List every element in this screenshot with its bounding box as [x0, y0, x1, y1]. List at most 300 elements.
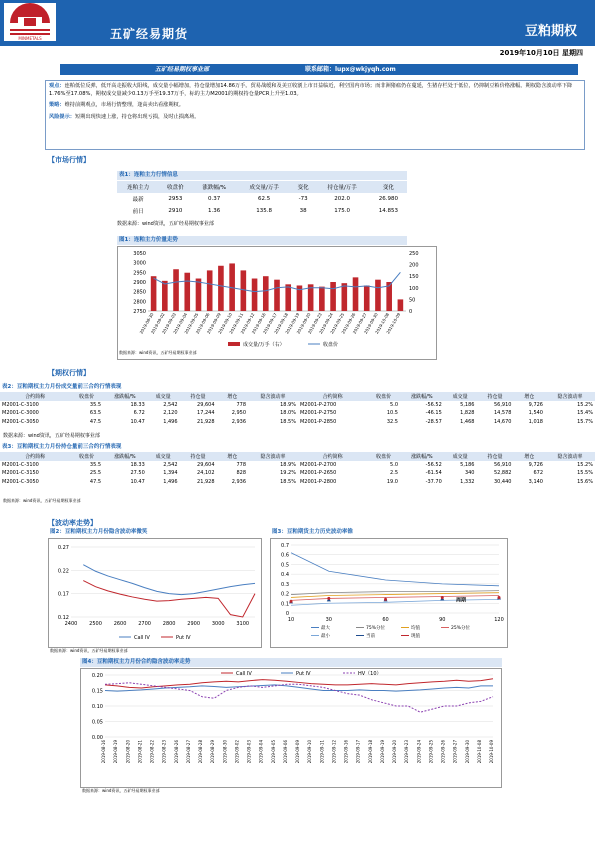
- y2-tick-label: 150: [409, 274, 419, 281]
- table-cell: 9,726: [528, 401, 543, 408]
- oi-top3-table: [0, 452, 595, 486]
- table-cell: M2001-P-2700: [299, 401, 337, 408]
- table-cell: 135.8: [256, 208, 273, 214]
- table-cell: M2001-P-2750: [299, 410, 337, 417]
- table-header-cell: 合约简称: [0, 452, 70, 461]
- table-cell: 10.5: [386, 410, 398, 417]
- table-header-cell: 涨跌幅/%: [192, 181, 237, 193]
- x-tick-label: 2019-09-10: [217, 312, 233, 335]
- table-cell: 26.980: [378, 196, 398, 202]
- table-row: [0, 409, 595, 418]
- y-tick-label: 0.20: [91, 673, 103, 679]
- x-tick-label: 2500: [89, 621, 102, 627]
- table-cell: 47.5: [89, 478, 102, 485]
- table-cell: -37.70: [425, 478, 442, 485]
- view-paragraph: [46, 81, 584, 100]
- table-row: [0, 418, 595, 427]
- table3-title: 表3：豆粕期权主力月份持仓量前三合约行情表现: [0, 443, 595, 452]
- chart1-frame: [117, 246, 437, 360]
- x-tick-label: 2019-09-23: [404, 740, 410, 764]
- y-tick-label: 0.10: [91, 704, 103, 710]
- chart1-source: 数据来源：wind资讯，五矿经易期权事业部: [119, 350, 197, 355]
- y-tick-label: 0.7: [281, 543, 289, 549]
- x-tick-label: 2600: [113, 621, 127, 627]
- company-logo-icon: [4, 3, 56, 41]
- table-cell: 29,604: [197, 461, 215, 468]
- cone-line: [291, 599, 499, 605]
- x-tick-label: 2019-09-18: [367, 740, 373, 764]
- table-header-cell: 隐含波动率: [545, 452, 595, 461]
- table-header-cell: 涨跌幅/%: [400, 452, 444, 461]
- x-tick-label: 2019-08-27: [185, 740, 191, 764]
- table-header-cell: 增仓: [513, 452, 545, 461]
- table-cell: 5.0: [390, 401, 398, 408]
- volume-bar: [218, 266, 224, 311]
- chart4-source: 数据来源：wind资讯，五矿经易期权事业部: [82, 788, 160, 793]
- volume-bar: [196, 279, 202, 311]
- cone-line: [291, 553, 499, 586]
- volume-bar: [252, 279, 258, 311]
- table-cell: 18.0%: [280, 410, 296, 417]
- y-tick-label: 3000: [133, 260, 146, 267]
- table3-source: 数据来源：wind资讯，五矿经易期权事业部: [3, 498, 81, 503]
- table-header-cell: 隐含波动率: [248, 452, 298, 461]
- x-tick-label: 3000: [211, 621, 225, 627]
- legend-label: Call IV: [236, 671, 252, 677]
- table-cell: 14,578: [493, 410, 512, 417]
- y-tick-label: 2900: [133, 280, 146, 286]
- x-tick-label: 2019-10-09: [385, 312, 402, 335]
- table1-title: 表1：连粕主力行情信息: [117, 171, 407, 180]
- x-tick-label: 2400: [64, 621, 78, 627]
- volume-bar: [151, 276, 157, 311]
- table-cell: -56.52: [425, 461, 442, 468]
- table-cell: 29,604: [197, 401, 215, 408]
- x-tick-label: 2019-10-09: [489, 740, 494, 764]
- x-tick-label: 2019-09-12: [239, 312, 256, 335]
- table-cell: 18.9%: [280, 461, 296, 468]
- table-cell: 175.0: [334, 208, 350, 214]
- present-marker: [327, 597, 330, 600]
- chart4-frame: [80, 668, 502, 788]
- table-header-cell: 合约简称: [298, 392, 367, 401]
- table-cell: 24,102: [197, 470, 215, 477]
- table1-source: 数据来源：wind资讯，五矿经易期权事业部: [117, 221, 214, 227]
- x-tick-label: 30: [325, 617, 333, 623]
- y-tick-label: 0.12: [57, 615, 69, 621]
- x-tick-label: 2019-09-19: [379, 740, 385, 764]
- table-cell: 1,394: [163, 470, 178, 477]
- table-cell: 17,244: [197, 410, 215, 417]
- legend-label: Call IV: [134, 635, 150, 641]
- table-header-cell: 合约简称: [0, 392, 70, 401]
- table-row: [0, 401, 595, 410]
- table-cell: M2001-P-2650: [299, 470, 337, 477]
- report-header: [0, 0, 595, 46]
- contact-email[interactable]: 联系邮箱：lupx@wkjyqh.com: [305, 66, 396, 73]
- y2-tick-label: 0: [409, 309, 413, 315]
- table-cell: 15.4%: [577, 410, 593, 417]
- y2-tick-label: 100: [409, 285, 419, 292]
- y-tick-label: 2850: [133, 289, 146, 296]
- legend-label: 收盘价: [323, 342, 339, 348]
- x-tick-label: 2019-08-19: [113, 740, 119, 764]
- table-row: [0, 478, 595, 487]
- table-header-cell: 成交量: [147, 392, 180, 401]
- x-tick-label: 2019-09-26: [440, 740, 446, 764]
- table-cell: -73: [298, 196, 308, 202]
- table-cell: 2,936: [231, 478, 247, 485]
- y-tick-label: 0.3: [281, 581, 289, 588]
- table-cell: 18.9%: [280, 401, 296, 408]
- table-row: [0, 461, 595, 470]
- y-tick-label: 0.27: [57, 545, 69, 551]
- table-cell: 14,670: [493, 418, 512, 425]
- x-tick-label: 2019-09-06: [194, 312, 211, 335]
- x-tick-label: 2019-08-20: [125, 740, 131, 764]
- risk-paragraph: [46, 112, 584, 124]
- table-cell: -56.52: [425, 401, 442, 408]
- table-cell: 21,928: [197, 478, 215, 485]
- x-tick-label: 2019-09-30: [362, 312, 379, 335]
- x-tick-label: 2019-09-27: [351, 312, 368, 335]
- cone-line: [291, 591, 499, 595]
- x-tick-label: 2019-09-20: [392, 740, 397, 764]
- x-tick-label: 2019-09-17: [355, 740, 361, 764]
- chart2-frame: [48, 538, 262, 648]
- legend-label: 当前: [366, 634, 375, 639]
- dept-name: 五矿经易期权事业部: [155, 66, 210, 73]
- table-cell: 21,928: [197, 418, 215, 425]
- x-tick-label: 3100: [236, 621, 250, 627]
- table-cell: 15.7%: [577, 418, 593, 425]
- table-cell: 56,910: [493, 461, 512, 468]
- y-tick-label: 0: [285, 611, 289, 617]
- strategy-paragraph: [46, 100, 584, 112]
- table-header-cell: 持仓量: [180, 392, 217, 401]
- price-volume-chart: [118, 247, 436, 359]
- table-cell: M2001-C-3150: [2, 470, 39, 477]
- table-cell: 18.33: [130, 401, 145, 408]
- table-header-cell: 收盘价: [159, 181, 192, 193]
- table-cell: 10.47: [130, 418, 145, 425]
- x-tick-label: 2019-08-23: [161, 740, 167, 764]
- table-cell: 778: [236, 461, 247, 468]
- x-tick-label: 2019-08-29: [210, 740, 216, 764]
- table-cell: 9,726: [528, 461, 543, 468]
- table-cell: 18.5%: [280, 478, 296, 485]
- y-tick-label: 0.15: [91, 688, 103, 695]
- volume-bar: [274, 280, 280, 311]
- smile-line: [83, 581, 255, 617]
- table-cell: 18.5%: [280, 418, 296, 425]
- volume-top3-table: [0, 392, 595, 426]
- table-cell: 27.50: [130, 470, 145, 477]
- table-cell: 202.0: [334, 196, 350, 202]
- summary-box: [45, 80, 585, 150]
- x-tick-label: 2019-09-27: [452, 740, 458, 764]
- y-tick-label: 0.5: [281, 562, 289, 569]
- y-tick-label: 0.22: [57, 568, 69, 575]
- table-cell: 1.36: [208, 208, 221, 214]
- table-cell: 35.5: [89, 461, 102, 468]
- logo-text: MINMETALS: [18, 36, 42, 41]
- volume-bar: [285, 284, 291, 311]
- x-tick-label: 2019-09-17: [261, 312, 278, 335]
- legend-label: Put IV: [296, 671, 311, 677]
- strategy-text: 维持前期观点，市场行情整理，逢高卖出看涨期权。: [64, 102, 184, 108]
- x-tick-label: 2019-08-30: [138, 312, 155, 335]
- legend-label: 最小: [321, 634, 330, 639]
- y-tick-label: 0.2: [281, 591, 289, 598]
- table-cell: 14.853: [378, 208, 398, 214]
- table-cell: 15.6%: [577, 478, 593, 485]
- table-cell: 1,332: [460, 478, 475, 485]
- y2-tick-label: 50: [409, 297, 416, 304]
- legend-label: 25%分位: [451, 626, 471, 631]
- x-tick-label: 2019-09-03: [160, 312, 177, 335]
- x-tick-label: 2019-09-16: [250, 312, 267, 335]
- table-row: [117, 205, 407, 217]
- x-tick-label: 2019-09-23: [306, 312, 323, 335]
- x-tick-label: 2019-09-24: [416, 740, 422, 764]
- legend-swatch: [228, 342, 240, 346]
- table-cell: 38: [299, 208, 307, 214]
- x-tick-label: 2019-09-11: [228, 312, 245, 335]
- present-marker: [498, 596, 501, 599]
- table-header-row: [0, 452, 595, 461]
- table-header-cell: 持仓量/万手: [315, 181, 370, 193]
- x-tick-label: 2019-09-10: [307, 740, 313, 764]
- legend-label: 均值: [411, 626, 420, 631]
- vol-section-title: 【波动率走势】: [48, 519, 97, 527]
- smile-line: [83, 565, 255, 595]
- table-cell: 2953: [168, 196, 183, 202]
- table-cell: 前日: [132, 209, 144, 215]
- table-header-cell: 变化: [292, 181, 315, 193]
- table-row: [117, 193, 407, 205]
- y-tick-label: 2800: [133, 299, 146, 306]
- volume-bar: [162, 281, 168, 311]
- table-cell: -61.54: [425, 470, 442, 477]
- hv-cone-chart: [271, 539, 507, 647]
- table-cell: -28.57: [425, 418, 442, 425]
- table-header-cell: 变化: [370, 181, 407, 193]
- y-tick-label: 0.00: [91, 735, 103, 741]
- x-tick-label: 120: [494, 617, 504, 623]
- volume-bar: [263, 276, 269, 311]
- table-header-cell: 成交量: [444, 392, 477, 401]
- table-cell: M2001-C-3050: [2, 418, 39, 425]
- y2-tick-label: 200: [409, 262, 419, 269]
- table-cell: M2001-C-3100: [2, 461, 39, 468]
- table-cell: 5,186: [460, 461, 475, 468]
- table-cell: 778: [236, 401, 247, 408]
- risk-text: 短期出现快速上涨，持仓将出现亏损，及时止损离场。: [74, 113, 200, 120]
- x-tick-label: 2700: [138, 621, 151, 627]
- table-cell: 35.5: [89, 401, 102, 408]
- table-cell: -46.15: [425, 410, 442, 417]
- table-cell: 828: [236, 470, 247, 477]
- table-header-cell: 持仓量: [476, 452, 513, 461]
- x-tick-label: 2900: [187, 621, 201, 627]
- y-tick-label: 2750: [133, 309, 146, 315]
- table-cell: 47.5: [89, 418, 102, 425]
- x-tick-label: 2019-08-21: [137, 740, 143, 764]
- table-cell: 1,496: [163, 418, 178, 425]
- chart1-title: 图1：连粕主力价量走势: [117, 236, 407, 245]
- chart3-frame: [270, 538, 508, 648]
- table-header-cell: 涨跌幅/%: [103, 392, 147, 401]
- x-tick-label: 2019-09-03: [246, 740, 252, 764]
- table-header-cell: 连粕主力: [117, 181, 159, 193]
- table-header-cell: 成交量/万手: [237, 181, 292, 193]
- table2-title: 表2：豆粕期权主力月份成交量前三合约行情表现: [0, 383, 595, 392]
- table-header-cell: 收盘价: [367, 452, 400, 461]
- volume-bar: [330, 282, 336, 311]
- x-tick-label: 2019-08-26: [173, 740, 179, 764]
- strategy-label: 策略：: [49, 102, 65, 108]
- table-header-cell: 增仓: [217, 392, 249, 401]
- table-cell: 30,440: [493, 478, 512, 485]
- x-tick-label: 2019-09-05: [183, 312, 200, 335]
- table-cell: 5.0: [390, 461, 398, 468]
- table-row: [0, 469, 595, 478]
- table-cell: M2001-P-2850: [299, 418, 337, 425]
- x-tick-label: 10: [287, 617, 295, 623]
- x-tick-label: 2019-09-25: [428, 740, 434, 764]
- table-cell: 最新: [132, 197, 144, 203]
- table-header-cell: 成交量: [147, 452, 180, 461]
- table-cell: 1,496: [163, 478, 178, 485]
- iv-trend-line: [105, 679, 493, 688]
- x-tick-label: 2019-08-30: [222, 740, 228, 764]
- x-tick-label: 2019-09-02: [149, 312, 166, 335]
- table-header-cell: 增仓: [217, 452, 249, 461]
- x-tick-label: 2019-09-12: [331, 740, 337, 764]
- report-date: 2019年10月10日 星期四: [499, 49, 583, 57]
- table-cell: 1,468: [460, 418, 475, 425]
- table-header-cell: 增仓: [513, 392, 545, 401]
- legend-label: HV（10）: [358, 671, 382, 677]
- x-tick-label: 2019-09-06: [282, 740, 288, 764]
- legend-label: 最大: [321, 626, 330, 631]
- y-tick-label: 0.1: [281, 601, 289, 608]
- x-tick-label: 2019-09-26: [340, 312, 357, 335]
- table-cell: 32.5: [386, 418, 398, 425]
- x-tick-label: 2019-09-25: [329, 312, 346, 335]
- y-tick-label: 2950: [133, 270, 146, 277]
- x-tick-label: 2019-09-09: [205, 312, 222, 335]
- chart2-source: 数据来源：wind资讯，五矿经易期权事业部: [50, 648, 128, 653]
- table-cell: M2001-C-3000: [2, 410, 39, 417]
- legend-label: 成交量/万手（右）: [243, 342, 285, 348]
- chart4-title: 图4：豆粕期权主力月份合约隐含波动率走势: [80, 658, 502, 667]
- present-marker: [441, 596, 444, 599]
- volume-bar: [398, 299, 404, 311]
- y-tick-label: 0.6: [281, 552, 289, 559]
- x-tick-label: 2019-08-16: [101, 740, 106, 764]
- x-tick-label: 2019-09-02: [234, 740, 240, 764]
- x-tick-label: 90: [439, 617, 446, 623]
- table-cell: 1,018: [528, 418, 543, 425]
- table-cell: 3,140: [528, 478, 543, 485]
- table-cell: 18.33: [130, 461, 145, 468]
- table-cell: 52,882: [493, 470, 512, 477]
- table-cell: 25.5: [89, 470, 102, 477]
- chart2-title: 图2：豆粕期权主力月份隐含波动率微笑: [48, 528, 260, 537]
- table-cell: M2001-P-2800: [299, 478, 337, 485]
- volume-bar: [353, 277, 359, 311]
- table-cell: 19.0: [386, 478, 398, 485]
- legend-label: Put IV: [176, 635, 191, 641]
- volume-bar: [173, 269, 179, 311]
- table-cell: 2,542: [163, 461, 178, 468]
- table-header-cell: 收盘价: [70, 392, 103, 401]
- table-cell: 2,936: [231, 418, 247, 425]
- table-cell: 5,186: [460, 401, 475, 408]
- x-tick-label: 2019-09-04: [258, 740, 264, 764]
- table-cell: 15.5%: [577, 470, 593, 477]
- market-section-title: 【市场行情】: [48, 156, 90, 164]
- table-cell: 2,542: [163, 401, 178, 408]
- table-header-cell: 持仓量: [180, 452, 217, 461]
- iv-smile-chart: [49, 539, 261, 647]
- table-cell: 15.2%: [577, 401, 593, 408]
- y-tick-label: 0.17: [57, 591, 69, 598]
- cone-annotation: 周期: [456, 597, 467, 604]
- table-cell: 2.5: [390, 470, 398, 477]
- table-cell: 0.37: [208, 196, 221, 202]
- x-tick-label: 2019-09-30: [464, 740, 470, 764]
- table-cell: 62.5: [258, 196, 271, 202]
- chart3-title: 图3：豆粕期货主力历史波动率锥: [270, 528, 504, 537]
- table-cell: M2001-C-3050: [2, 478, 39, 485]
- table-header-cell: 成交量: [444, 452, 477, 461]
- x-tick-label: 2019-09-05: [270, 740, 276, 764]
- y2-tick-label: 250: [409, 251, 419, 257]
- table-cell: 2,950: [231, 410, 247, 417]
- table-cell: 2,120: [163, 410, 178, 417]
- table-header-cell: 涨跌幅/%: [103, 452, 147, 461]
- present-marker: [384, 598, 387, 601]
- table-cell: 56,910: [493, 401, 512, 408]
- volume-bar: [319, 287, 325, 311]
- table-header-cell: 隐含波动率: [248, 392, 298, 401]
- y-tick-label: 0.05: [91, 719, 103, 726]
- market-table: [117, 181, 407, 217]
- y-tick-label: 3050: [133, 251, 146, 257]
- table-cell: 63.5: [89, 410, 102, 417]
- x-tick-label: 2800: [162, 621, 176, 627]
- table-header-row: [117, 181, 407, 193]
- volume-bar: [364, 285, 370, 311]
- x-tick-label: 2019-09-16: [343, 740, 349, 764]
- table-cell: 1,540: [528, 410, 543, 417]
- table2-source: 数据来源：wind资讯，五矿经易期权事业部: [3, 433, 100, 439]
- table-cell: 15.2%: [577, 461, 593, 468]
- x-tick-label: 2019-09-18: [273, 312, 290, 335]
- table-header-cell: 收盘价: [70, 452, 103, 461]
- view-text: 连粕低位反弹，低开高走振收大阳线，成交量小幅增加，持仓量增加14.86万手。贸易战缓和及美豆收割上市日益临近，利空国内市场；而非洲猪瘟仍在蔓延，生猪存栏处于低位，仍抑制豆粕价格涨幅。期权隐含波动率下降1.76%至17.08%，期权成交量减少0.13万手至19.37万手，标的主力M2001的期权持仓量PCR上升至1.03。: [49, 83, 573, 97]
- view-label: 观点：: [49, 83, 65, 89]
- volume-bar: [241, 270, 247, 311]
- volume-bar: [375, 280, 381, 311]
- volume-bar: [184, 273, 190, 311]
- x-tick-label: 2019-09-04: [172, 312, 189, 335]
- table-cell: 6.72: [133, 410, 145, 417]
- options-section-title: 【期权行情】: [48, 369, 90, 377]
